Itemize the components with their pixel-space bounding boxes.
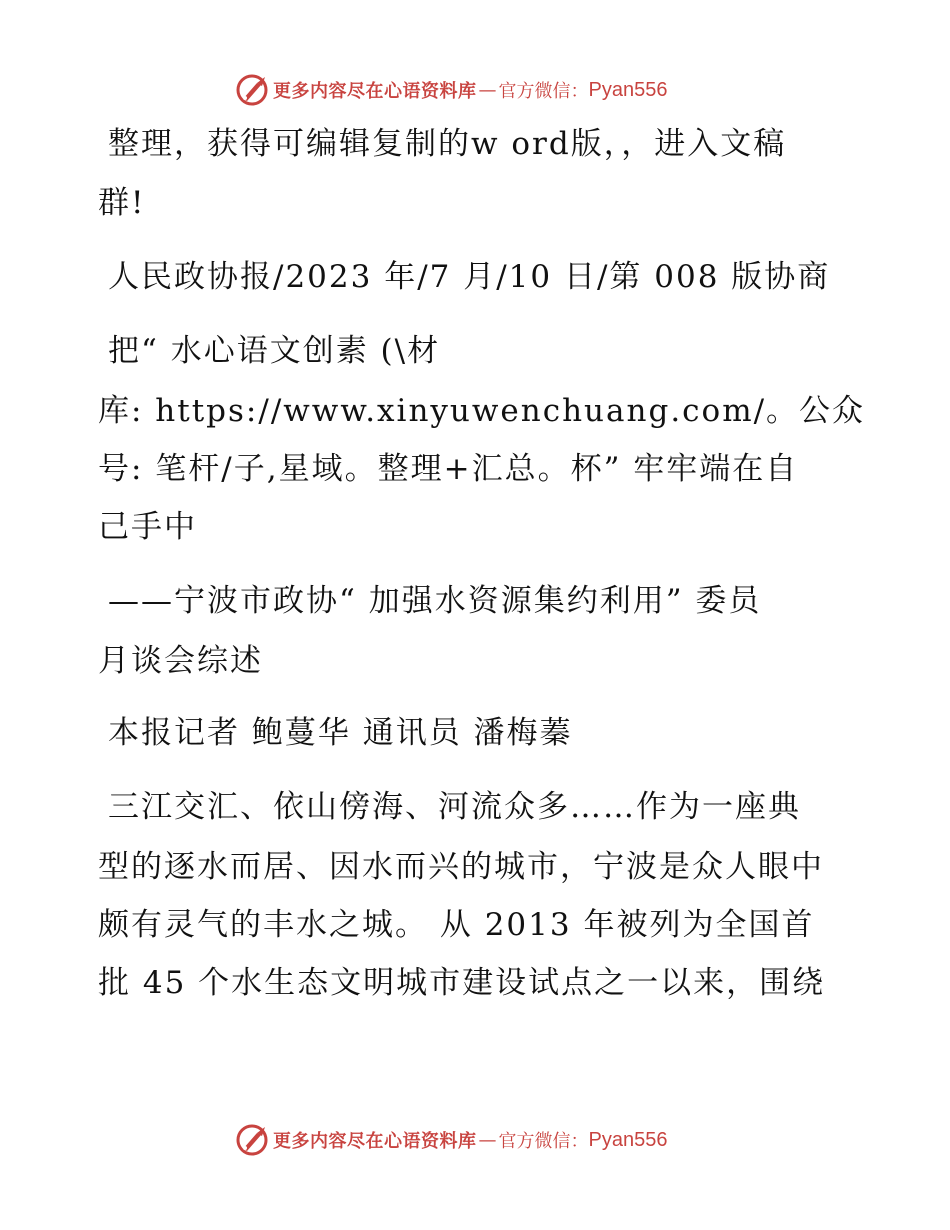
footer-banner-text: 更多内容尽在心语资料库 xyxy=(273,1131,477,1152)
paragraph-line-1: 三江交汇、依山傍海、河流众多……作为一座典 xyxy=(108,789,801,825)
footer-wechat-id: Pyan556 xyxy=(588,1128,668,1151)
header-wechat-label: 官方微信： xyxy=(498,81,589,102)
quill-pen-logo-icon xyxy=(235,1123,269,1157)
header-wechat-id: Pyan556 xyxy=(588,78,668,101)
byline: 本报记者 鲍蔓华 通讯员 潘梅蓁 xyxy=(108,715,573,751)
footer-banner-dash: — xyxy=(478,1129,497,1151)
quill-pen-logo-icon xyxy=(235,73,269,107)
header-banner-text: 更多内容尽在心语资料库 xyxy=(273,81,477,102)
paragraph-line-4: 批 45 个水生态文明城市建设试点之一以来，围绕 xyxy=(98,965,826,1001)
subtitle-line-1: ——宁波市政协“ 加强水资源集约利用” 委员 xyxy=(108,583,762,619)
header-banner-dash: — xyxy=(478,79,497,101)
title-line-2: 库: https://www.xinyuwenchuang.com/。公众 xyxy=(98,393,866,429)
body-line-1: 整理，获得可编辑复制的w ord版，，进入文稿 xyxy=(108,126,787,162)
subtitle-line-2: 月谈会综述 xyxy=(98,643,263,679)
paragraph-line-3: 颇有灵气的丰水之城。 从 2013 年被列为全国首 xyxy=(98,907,815,943)
paragraph-line-2: 型的逐水而居、因水而兴的城市，宁波是众人眼中 xyxy=(98,849,824,885)
title-line-4: 己手中 xyxy=(98,509,197,545)
footer-banner xyxy=(235,1122,667,1158)
title-line-1: 把“ 水心语文创素 (\材 xyxy=(108,333,441,369)
footer-wechat-label: 官方微信： xyxy=(498,1131,589,1152)
source-line: 人民政协报/2023 年/7 月/10 日/第 008 版协商 xyxy=(108,259,831,295)
title-line-3: 号: 笔杆/子,星域。整理+汇总。杯” 牢牢端在自 xyxy=(98,451,799,487)
body-line-2: 群! xyxy=(98,185,146,221)
header-banner xyxy=(235,72,667,108)
